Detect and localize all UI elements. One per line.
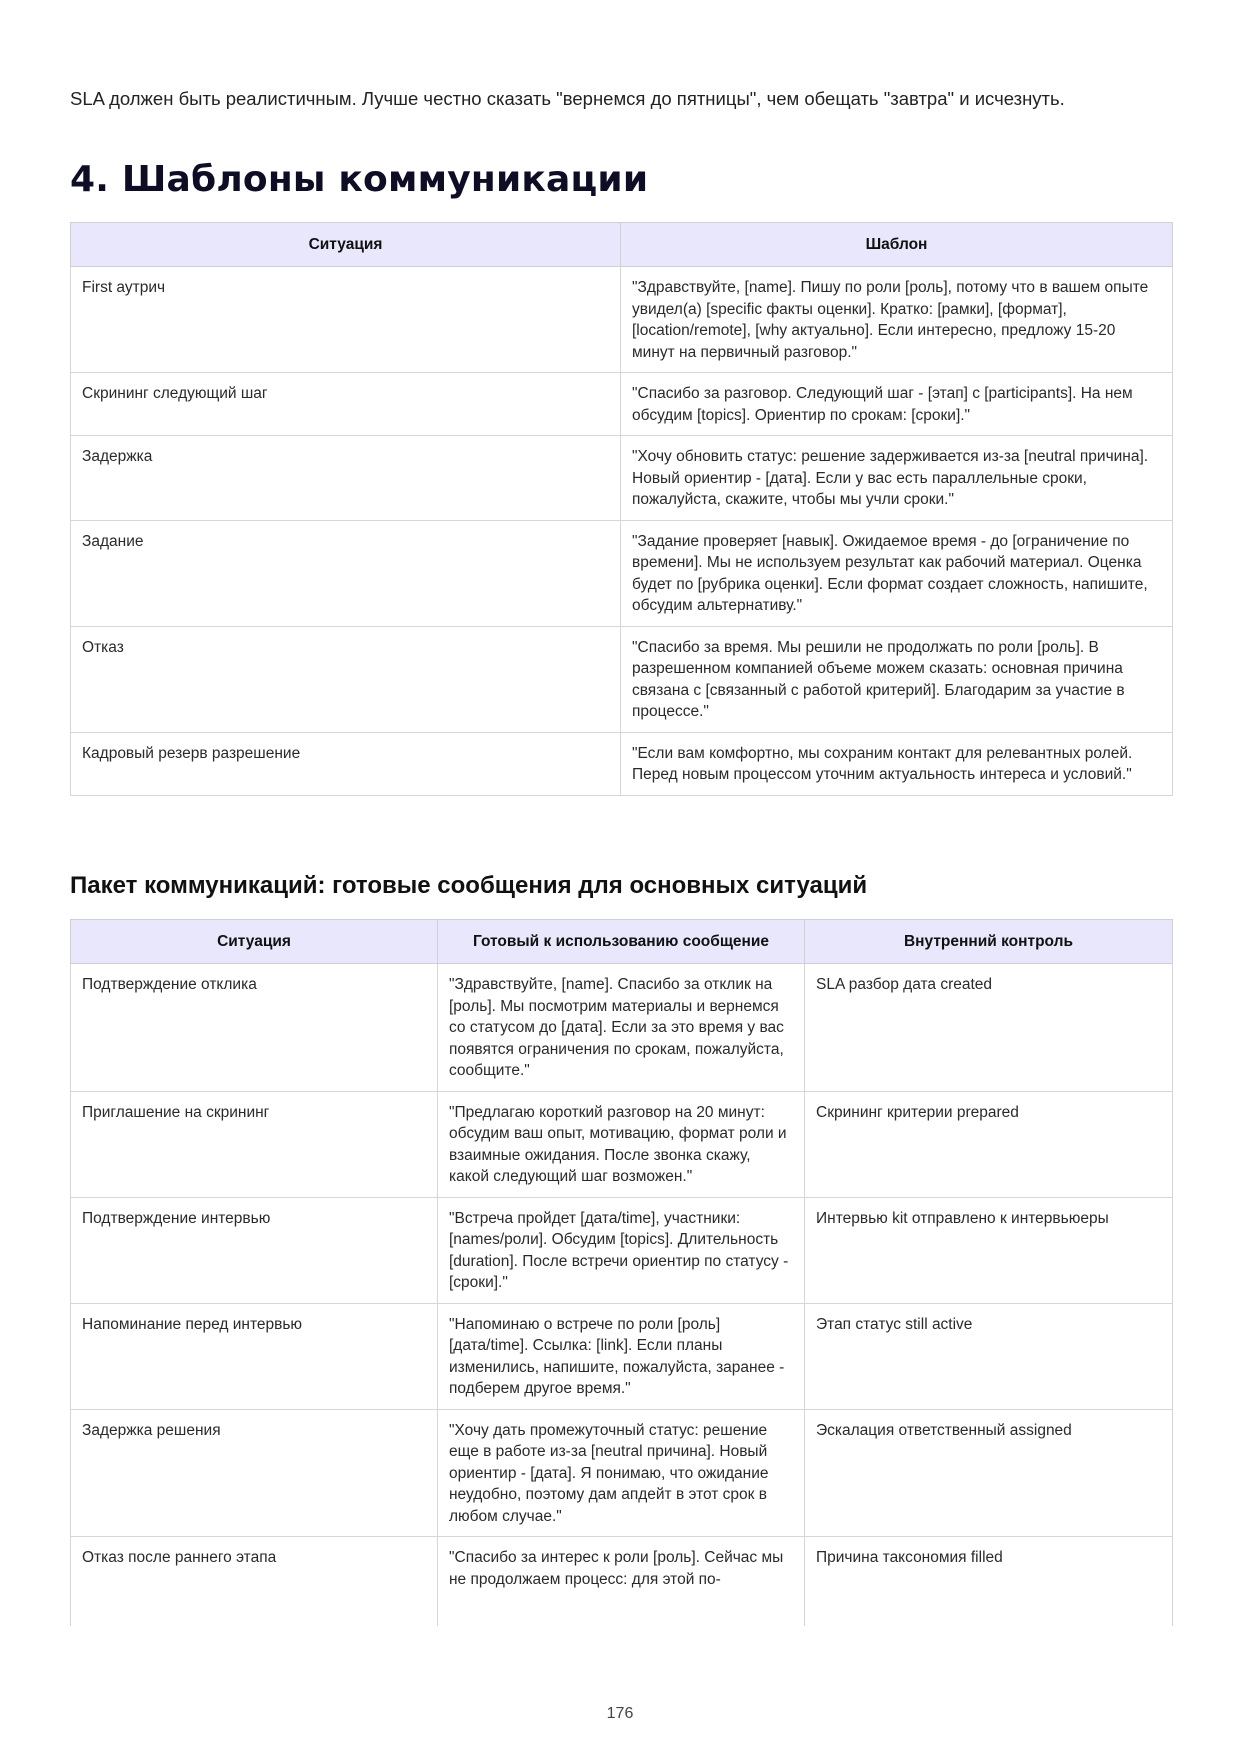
- control-cell: Причина таксономия filled: [805, 1537, 1173, 1627]
- situation-cell: Приглашение на скрининг: [71, 1091, 438, 1197]
- message-cell: "Встреча пройдет [дата/time], участники: [names/роли]. Обсудим [topics]. Длительность [duration]. После встречи ориентир по статусу - [сроки].": [438, 1197, 805, 1303]
- situation-cell: Задержка решения: [71, 1409, 438, 1537]
- template-cell: "Задание проверяет [навык]. Ожидаемое время - до [ограничение по времени]. Мы не используем результат как рабочий материал. Оценка будет по [рубрика оценки]. Если формат создает сложность, напишите, обсудим альтернативу.": [621, 520, 1173, 626]
- table-header-row: [71, 920, 1173, 964]
- situation-cell: Подтверждение интервью: [71, 1197, 438, 1303]
- situation-cell: Кадровый резерв разрешение: [71, 732, 621, 795]
- column-header-situation: Ситуация: [71, 223, 621, 267]
- control-cell: Интервью kit отправлено к интервьюеры: [805, 1197, 1173, 1303]
- control-cell: Скрининг критерии prepared: [805, 1091, 1173, 1197]
- table-row: [71, 1537, 1173, 1627]
- template-cell: "Спасибо за время. Мы решили не продолжать по роли [роль]. В разрешенном компанией объеме можем сказать: основная причина связана с [связанный с работой критерий]. Благодарим за участие в процессе.": [621, 626, 1173, 732]
- control-cell: SLA разбор дата created: [805, 964, 1173, 1092]
- table-row: [71, 964, 1173, 1092]
- table-row: [71, 267, 1173, 373]
- situation-cell: Подтверждение отклика: [71, 964, 438, 1092]
- situation-cell: Отказ после раннего этапа: [71, 1537, 438, 1627]
- table-row: [71, 373, 1173, 436]
- intro-paragraph: SLA должен быть реалистичным. Лучше честно сказать "вернемся до пятницы", чем обещать "завтра" и исчезнуть.: [70, 88, 1065, 109]
- situation-cell: Отказ: [71, 626, 621, 732]
- template-cell: "Здравствуйте, [name]. Пишу по роли [роль], потому что в вашем опыте увидел(а) [specific факты оценки]. Кратко: [рамки], [формат], [location/remote], [why актуально]. Если интересно, предложу 15-20 минут на первичный разговор.": [621, 267, 1173, 373]
- column-header-message: Готовый к использованию сообщение: [438, 920, 805, 964]
- message-cell: "Предлагаю короткий разговор на 20 минут: обсудим ваш опыт, мотивацию, формат роли и взаимные ожидания. После звонка скажу, какой следующий шаг возможен.": [438, 1091, 805, 1197]
- page-number: 176: [606, 1705, 634, 1722]
- table-row: [71, 1197, 1173, 1303]
- situation-cell: Задание: [71, 520, 621, 626]
- column-header-template: Шаблон: [621, 223, 1173, 267]
- message-cell: "Спасибо за интерес к роли [роль]. Сейчас мы не продолжаем процесс: для этой по-: [438, 1537, 805, 1627]
- table-row: [71, 436, 1173, 521]
- template-cell: "Если вам комфортно, мы сохраним контакт для релевантных ролей. Перед новым процессом уточним актуальность интереса и условий.": [621, 732, 1173, 795]
- template-cell: "Спасибо за разговор. Следующий шаг - [этап] с [participants]. На нем обсудим [topics]. Ориентир по срокам: [сроки].": [621, 373, 1173, 436]
- situation-cell: Напоминание перед интервью: [71, 1303, 438, 1409]
- message-cell: "Напоминаю о встрече по роли [роль] [дата/time]. Ссылка: [link]. Если планы изменились, напишите, пожалуйста, заранее - подберем другое время.": [438, 1303, 805, 1409]
- package-table: [70, 919, 1173, 1626]
- table-row: [71, 1409, 1173, 1537]
- control-cell: Этап статус still active: [805, 1303, 1173, 1409]
- table-row: [71, 626, 1173, 732]
- message-cell: "Здравствуйте, [name]. Спасибо за отклик на [роль]. Мы посмотрим материалы и вернемся со статусом до [дата]. Если за это время у вас появятся ограничения по срокам, пожалуйста, сообщите.": [438, 964, 805, 1092]
- section-title: 4. Шаблоны коммуникации: [70, 159, 649, 200]
- template-cell: "Хочу обновить статус: решение задерживается из-за [neutral причина]. Новый ориентир - [дата]. Если у вас есть параллельные сроки, пожалуйста, скажите, чтобы мы учли сроки.": [621, 436, 1173, 521]
- table-row: [71, 1091, 1173, 1197]
- table-row: [71, 1303, 1173, 1409]
- table-row: [71, 520, 1173, 626]
- situation-cell: Скрининг следующий шаг: [71, 373, 621, 436]
- message-cell: "Хочу дать промежуточный статус: решение еще в работе из-за [neutral причина]. Новый ориентир - [дата]. Я понимаю, что ожидание неудобно, поэтому дам апдейт в этот срок в любом случае.": [438, 1409, 805, 1537]
- table-row: [71, 732, 1173, 795]
- templates-table: [70, 222, 1173, 796]
- control-cell: Эскалация ответственный assigned: [805, 1409, 1173, 1537]
- situation-cell: First аутрич: [71, 267, 621, 373]
- column-header-control: Внутренний контроль: [805, 920, 1173, 964]
- column-header-situation: Ситуация: [71, 920, 438, 964]
- situation-cell: Задержка: [71, 436, 621, 521]
- package-title: Пакет коммуникаций: готовые сообщения для основных ситуаций: [70, 872, 868, 899]
- table-header-row: [71, 223, 1173, 267]
